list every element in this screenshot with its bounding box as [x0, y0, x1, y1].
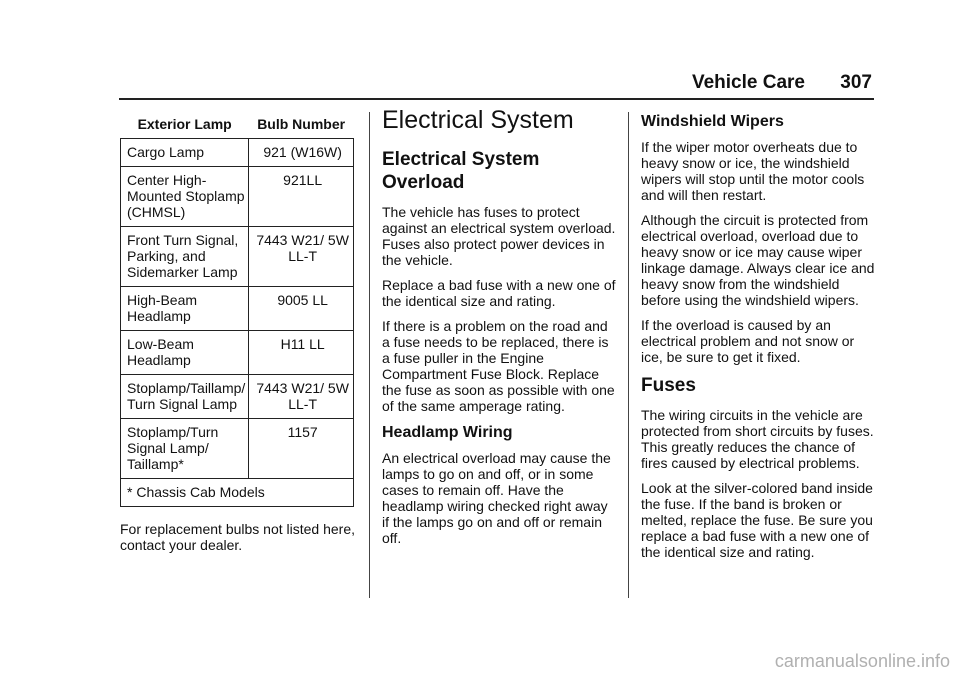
paragraph: If the wiper motor overheats due to heavy snow or ice, the windshield wipers will stop until the motor cools and will then restart.: [641, 139, 865, 203]
bulb-cell: 921LL: [249, 167, 354, 227]
page-number: 307: [840, 72, 872, 93]
table-header-row: [121, 112, 354, 139]
lamp-cell: Front Turn Signal, Parking, and Sidemarker Lamp: [121, 227, 249, 287]
subsection-title-headlamp-wiring: Headlamp Wiring: [382, 424, 513, 441]
table-row: [121, 419, 354, 479]
subsection-title-overload: Electrical System Overload: [382, 149, 540, 193]
column-divider-1: [369, 112, 370, 598]
table-footnote-row: [121, 479, 354, 507]
section-title-fuses: Fuses: [641, 375, 696, 396]
header-title: Vehicle Care: [691, 72, 806, 93]
paragraph: Look at the silver-colored band inside the fuse. If the band is broken or melted, replace the fuse. Be sure you replace a bad fuse with a new one of the identical size and rating.: [641, 480, 873, 560]
paragraph: Replace a bad fuse with a new one of the identical size and rating.: [382, 277, 616, 309]
paragraph: If the overload is caused by an electrical problem and not snow or ice, be sure to get it fixed.: [641, 317, 855, 365]
watermark: carmanualsonline.info: [774, 651, 950, 671]
lamp-cell: High-Beam Headlamp: [121, 287, 249, 331]
table-footnote: * Chassis Cab Models: [121, 479, 354, 507]
replacement-note: For replacement bulbs not listed here, contact your dealer.: [120, 521, 356, 553]
paragraph: If there is a problem on the road and a fuse needs to be replaced, there is a fuse puller in the Engine Compartment Fuse Block. Replace the fuse as soon as possible with one of the same amperage rating.: [382, 318, 615, 414]
table-row: [121, 167, 354, 227]
lamp-cell: Stoplamp/Taillamp/ Turn Signal Lamp: [121, 375, 249, 419]
paragraph: The vehicle has fuses to protect against an electrical system overload. Fuses also protect power devices in the vehicle.: [382, 204, 616, 268]
column-header-lamp: Exterior Lamp: [121, 112, 249, 139]
table-row: [121, 375, 354, 419]
bulb-cell: 7443 W21/ 5W LL-T: [249, 227, 354, 287]
subsection-title-windshield-wipers: Windshield Wipers: [641, 113, 784, 130]
column-3: [641, 112, 877, 569]
paragraph: The wiring circuits in the vehicle are protected from short circuits by fuses. This greatly reduces the chance of fires caused by electrical problems.: [641, 407, 874, 471]
column-2: [382, 106, 616, 555]
lamp-cell: Stoplamp/Turn Signal Lamp/ Taillamp*: [121, 419, 249, 479]
bulb-cell: 9005 LL: [249, 287, 354, 331]
table-row: [121, 331, 354, 375]
bulb-cell: H11 LL: [249, 331, 354, 375]
header-rule: [119, 98, 874, 100]
lamp-cell: Low-Beam Headlamp: [121, 331, 249, 375]
column-header-bulb: Bulb Number: [249, 112, 354, 139]
table-row: [121, 287, 354, 331]
column-divider-2: [628, 112, 629, 598]
paragraph: An electrical overload may cause the lamps to go on and off, or in some cases to remain off. Have the headlamp wiring checked right away if the lamps go on and off or remain off.: [382, 450, 611, 546]
bulb-cell: 1157: [249, 419, 354, 479]
bulb-cell: 921 (W16W): [249, 139, 354, 167]
lamp-cell: Center High-Mounted Stoplamp (CHMSL): [121, 167, 249, 227]
section-title-electrical-system: Electrical System: [382, 106, 574, 134]
bulb-cell: 7443 W21/ 5W LL-T: [249, 375, 354, 419]
table-row: [121, 227, 354, 287]
bulb-table: [120, 112, 354, 507]
table-row: [121, 139, 354, 167]
paragraph: Although the circuit is protected from electrical overload, overload due to heavy snow or ice may cause wiper linkage damage. Always clear ice and heavy snow from the windshield before using the windshield wipers.: [641, 212, 875, 308]
column-1: [120, 112, 356, 562]
lamp-cell: Cargo Lamp: [121, 139, 249, 167]
